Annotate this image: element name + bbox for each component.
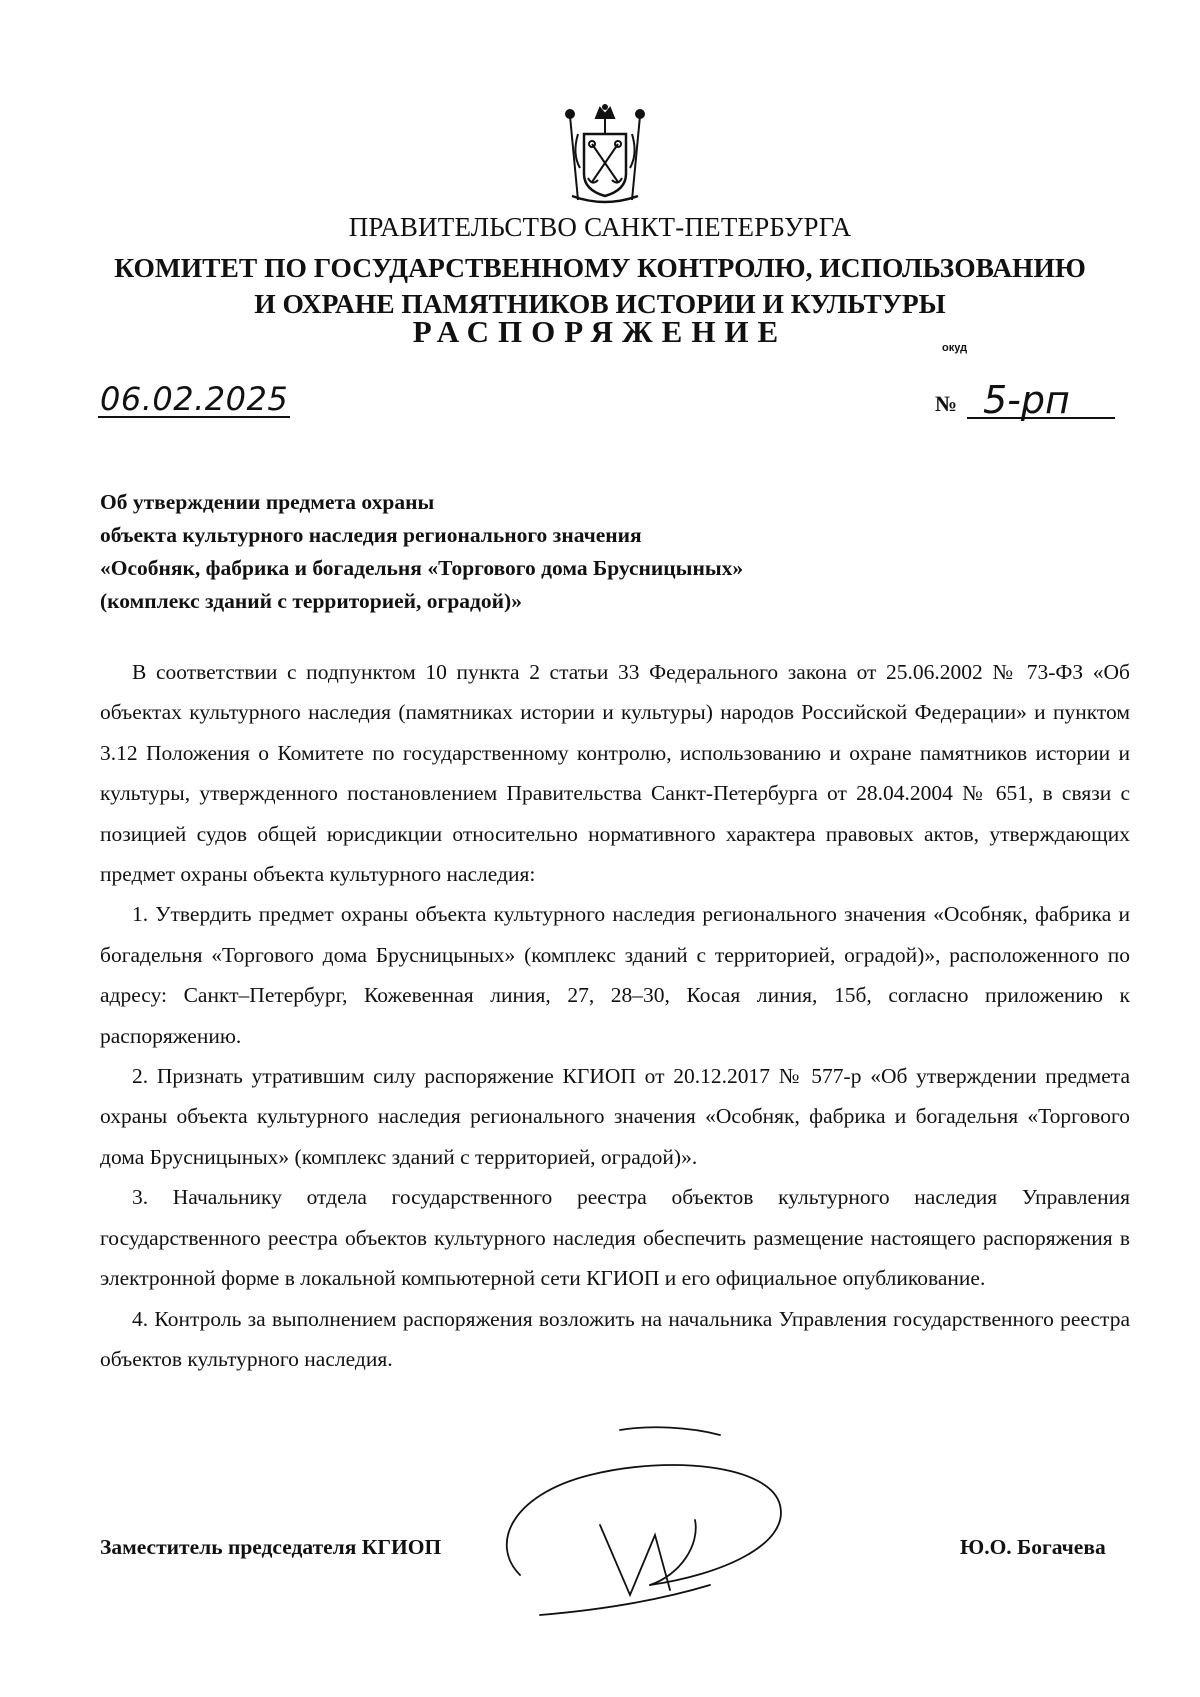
committee-line-1: КОМИТЕТ ПО ГОСУДАРСТВЕННОМУ КОНТРОЛЮ, ИСПОЛЬЗОВАНИЮ [114, 252, 1086, 283]
handwritten-signature [480, 1425, 810, 1625]
signatory-position: Заместитель председателя КГИОП [100, 1535, 442, 1559]
document-type: РАСПОРЯЖЕНИЕ [412, 314, 788, 349]
item-2-paragraph: 2. Признать утратившим силу распоряжение КГИОП от 20.12.2017 № 577-р «Об утверждении предмета охраны объекта культурного наследия регионального значения «Особняк, фабрика и богадельня «Торгового дома Брусницыных» (комплекс зданий с территорией, оградой)». [100, 1064, 1130, 1169]
document-number-field [935, 378, 1115, 422]
committee-line-2: И ОХРАНЕ ПАМЯТНИКОВ ИСТОРИИ И КУЛЬТУРЫ [254, 288, 946, 319]
item-4-paragraph: 4. Контроль за выполнением распоряжения возложить на начальника Управления государственного реестра объектов культурного наследия. [100, 1306, 1130, 1371]
subject-line-2: объекта культурного наследия регионального значения [100, 523, 642, 547]
number-sign: № [935, 391, 958, 416]
subject-line-4: (комплекс зданий с территорией, оградой)» [100, 589, 522, 613]
committee-title [0, 250, 1200, 322]
item-3-paragraph: 3. Начальнику отдела государственного реестра объектов культурного наследия Управления государственного реестра объектов культурного наследия обеспечить размещение настоящего распоряжения в электронной форме в локальной компьютерной сети КГИОП и его официальное опубликование. [100, 1185, 1130, 1291]
coat-of-arms-emblem [558, 104, 652, 208]
preamble-paragraph: В соответствии с подпунктом 10 пункта 2 статьи 33 Федерального закона от 25.06.2002 № 73-ФЗ «Об объектах культурного наследия (памятниках истории и культуры) народов Российской Федерации» и пунктом 3.12 Положения о Комитете по государственному контролю, использованию и охране памятников истории и культуры, утвержденного постановлением Правительства Санкт-Петербурга от 28.04.2004 № 651, в связи с позицией судов общей юрисдикции относительно нормативного характера правовых актов, утверждающих предмет охраны объекта культурного наследия: [100, 660, 1130, 887]
subject-line-1: Об утверждении предмета охраны [100, 490, 435, 514]
document-subject [100, 486, 1000, 618]
government-title: ПРАВИТЕЛЬСТВО САНКТ-ПЕТЕРБУРГА [348, 212, 852, 242]
signatory-name: Ю.О. Богачева [960, 1535, 1106, 1559]
document-date: 06.02.2025 [100, 380, 289, 418]
item-1-paragraph: 1. Утвердить предмет охраны объекта культурного наследия регионального значения «Особняк, фабрика и богадельня «Торгового дома Брусницыных» (комплекс зданий с территорией, оградой)», расположенного по адресу: Санкт–Петербург, Кожевенная линия, 27, 28–30, Косая линия, 15б, согласно приложению к распоряжению. [100, 902, 1130, 1048]
okud-label: окуд [942, 342, 968, 354]
document-body [100, 652, 1130, 1379]
subject-line-3: «Особняк, фабрика и богадельня «Торгового дома Брусницыных» [100, 556, 744, 580]
document-number: 5-рп [983, 378, 1070, 422]
